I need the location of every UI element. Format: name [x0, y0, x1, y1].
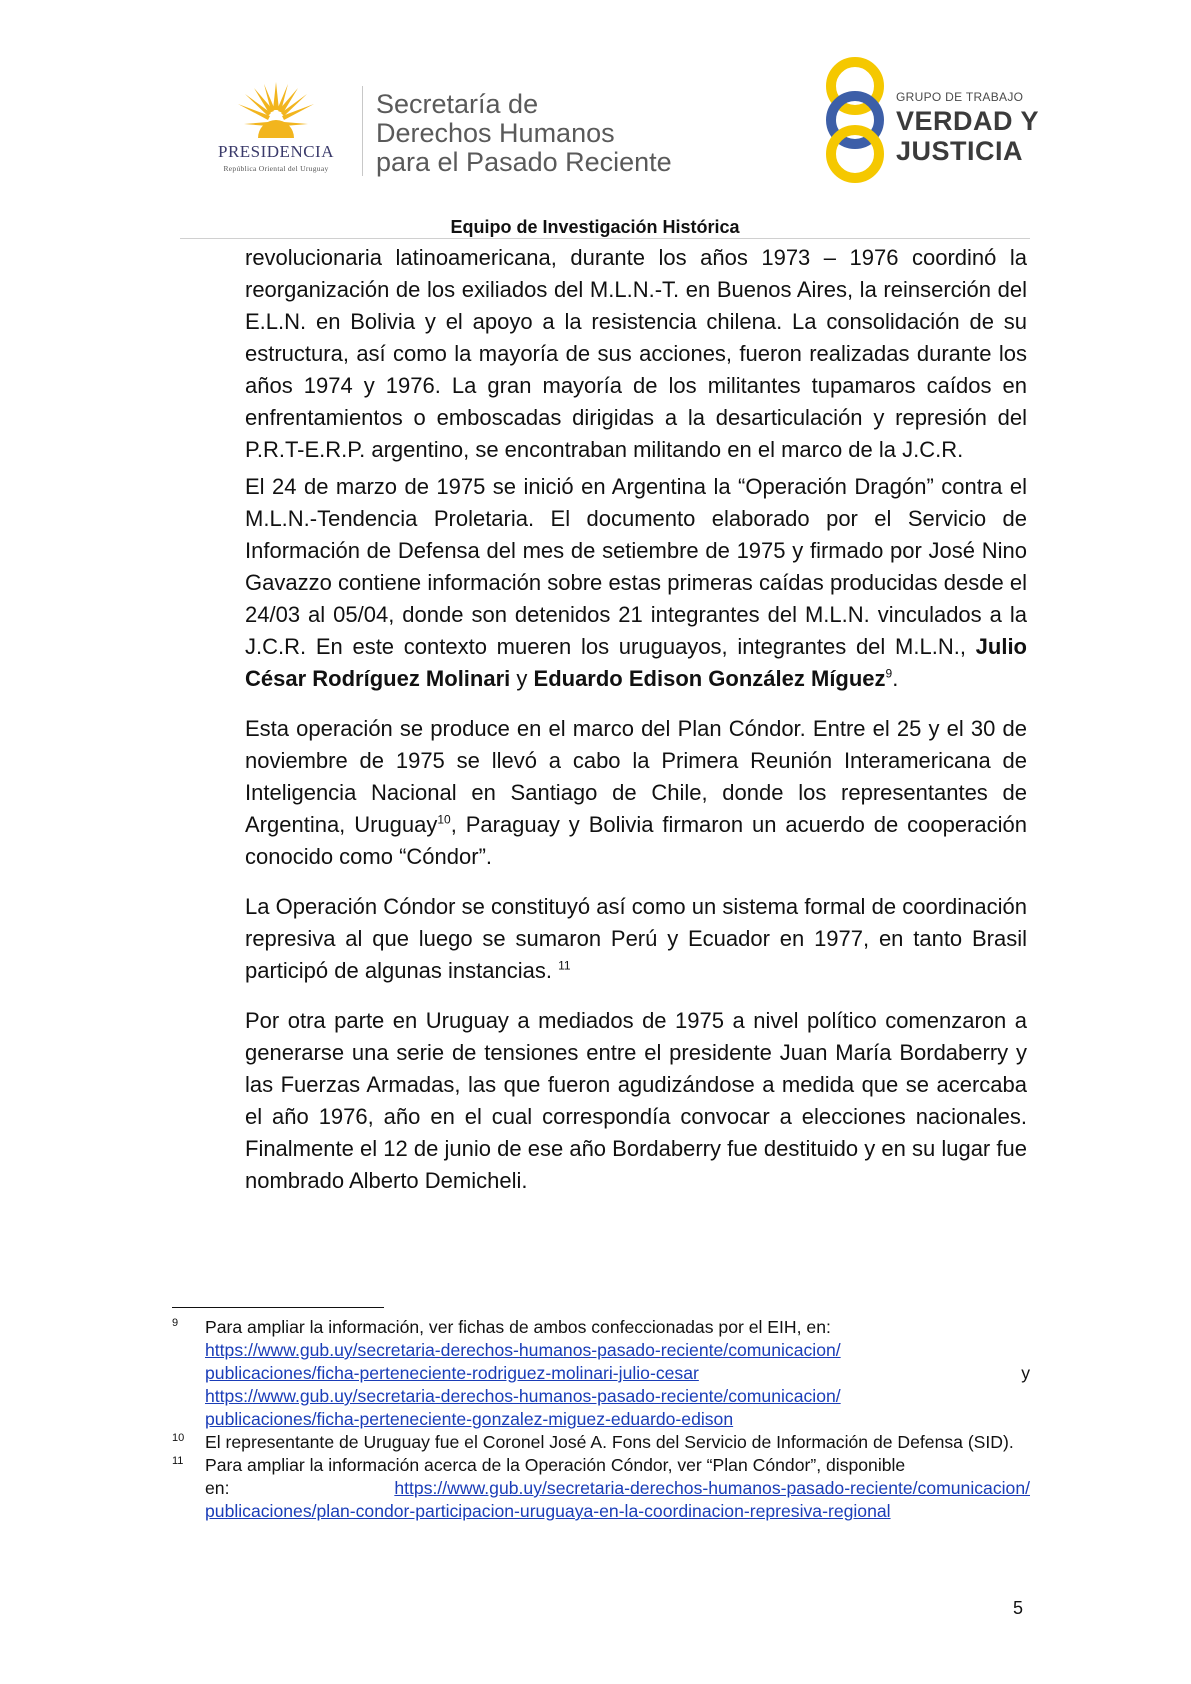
- footnote-11-en: en:: [205, 1478, 230, 1498]
- footnote-ref-11[interactable]: 11: [558, 958, 571, 973]
- linked-rings-icon: [820, 56, 890, 184]
- sun-emblem-icon: [236, 80, 316, 144]
- body-text: [245, 242, 1027, 1197]
- footnote-9-text: Para ampliar la información, ver fichas de ambos confeccionadas por el EIH, en:: [205, 1317, 831, 1337]
- page-number: 5: [1013, 1598, 1024, 1618]
- footnote-10-number: 10: [172, 1432, 185, 1444]
- paragraph-1: revolucionaria latinoamericana, durante los años 1973 – 1976 coordinó la reorganización de los exiliados del M.L.N.-T. en Buenos Aires, la reinserción del E.L.N. en Bolivia y el apoyo a la resistencia chilena. La consolidación de su estructura, así como la mayoría de sus acciones, fueron realizadas durante los años 1974 y 1976. La gran mayoría de los militantes tupamaros caídos en enfrentamientos o emboscadas dirigidas a la desarticulación y represión del P.R.T-E.R.P. argentino, se encontraban militando en el marco de la J.C.R.: [245, 245, 1027, 462]
- header-rule: [180, 238, 1030, 239]
- footnote-9-link-2a[interactable]: https://www.gub.uy/secretaria-derechos-humanos-pasado-reciente/comunicacion/: [205, 1386, 841, 1406]
- paragraph-2-end: .: [892, 666, 899, 691]
- paragraph-2-text: El 24 de marzo de 1975 se inició en Argentina la “Operación Dragón” contra el M.L.N.-Tendencia Proletaria. El documento elaborado por el Servicio de Información de Defensa del mes de setiembre de 1975 y firmado por José Nino Gavazzo contiene información sobre estas primeras caídas producidas desde el 24/03 al 05/04, donde son detenidos 21 integrantes del M.L.N. vinculados a la J.C.R. En este contexto mueren los uruguayos, integrantes del M.L.N.,: [245, 474, 1027, 659]
- presidencia-wordmark: PRESIDENCIA: [217, 142, 334, 161]
- footnote-separator: [172, 1307, 384, 1308]
- paragraph-3-text-a: Esta operación se produce en el marco del Plan Cóndor. Entre el 25 y el 30 de noviembre de 1975 se llevó a cabo la Primera Reunión Interamericana de Inteligencia Nacional en Santiago de Chile, donde los representantes de Argentina, Uruguay: [245, 716, 1027, 837]
- justicia-label: JUSTICIA: [896, 136, 1024, 166]
- paragraph-3: [245, 713, 1027, 873]
- presidencia-subtitle: República Oriental del Uruguay: [223, 164, 329, 173]
- footnote-9-link-1b[interactable]: publicaciones/ficha-perteneciente-rodriguez-molinari-julio-cesar: [205, 1363, 699, 1383]
- footnotes: [172, 1316, 1030, 1523]
- footnote-10-text: El representante de Uruguay fue el Coronel José A. Fons del Servicio de Información de Defensa (SID).: [205, 1432, 1014, 1452]
- secretaria-logo-text: [376, 90, 672, 177]
- footnote-9-number: 9: [172, 1317, 179, 1329]
- footnote-ref-10[interactable]: 10: [437, 812, 451, 827]
- footnote-10: [172, 1431, 1030, 1454]
- secretaria-line-2: Derechos Humanos: [376, 118, 615, 148]
- footnote-11-number: 11: [172, 1455, 184, 1467]
- paragraph-4: [245, 891, 1027, 987]
- header-divider: [362, 86, 363, 176]
- verdad-y-label: VERDAD Y: [896, 106, 1040, 136]
- secretaria-line-1: Secretaría de: [376, 89, 539, 119]
- presidencia-logo: [196, 78, 356, 178]
- footnote-9-link-2b[interactable]: publicaciones/ficha-perteneciente-gonzalez-miguez-eduardo-edison: [205, 1409, 734, 1429]
- paragraph-5: Por otra parte en Uruguay a mediados de 1975 a nivel político comenzaron a generarse una serie de tensiones entre el presidente Juan María Bordaberry y las Fuerzas Armadas, las que fueron agudizándose a medida que se acercaba el año 1976, año en el cual correspondía convocar a elecciones nacionales. Finalmente el 12 de junio de ese año Bordaberry fue destituido y en su lugar fue nombrado Alberto Demicheli.: [245, 1008, 1027, 1193]
- paragraph-2: [245, 471, 1027, 695]
- paragraph-4-text: La Operación Cóndor se constituyó así como un sistema formal de coordinación represiva al que luego se sumaron Perú y Ecuador en 1977, en tanto Brasil participó de algunas instancias.: [245, 894, 1027, 983]
- footnote-11-link-2[interactable]: publicaciones/plan-condor-participacion-uruguaya-en-la-coordinacion-represiva-regional: [205, 1501, 891, 1521]
- paragraph-3-text-b: , Paraguay y Bolivia firmaron un acuerdo de cooperación conocido como “Cóndor”.: [245, 812, 1027, 869]
- footnote-9: [172, 1316, 1030, 1431]
- footnote-11-link-1[interactable]: https://www.gub.uy/secretaria-derechos-humanos-pasado-reciente/comunicacion/: [394, 1478, 1030, 1498]
- paragraph-2-and: y: [510, 666, 534, 691]
- name-julio-cesar: Julio César Rodríguez Molinari: [245, 634, 1027, 691]
- team-title: Equipo de Investigación Histórica: [450, 217, 740, 237]
- footnote-11-text: Para ampliar la información acerca de la Operación Cóndor, ver “Plan Cóndor”, disponible: [205, 1455, 906, 1475]
- footnote-9-link-1a[interactable]: https://www.gub.uy/secretaria-derechos-humanos-pasado-reciente/comunicacion/: [205, 1340, 841, 1360]
- secretaria-line-3: para el Pasado Reciente: [376, 147, 672, 177]
- footnote-11: [172, 1454, 1030, 1523]
- grupo-trabajo-label: GRUPO DE TRABAJO: [896, 90, 1024, 104]
- footnote-ref-9[interactable]: 9: [885, 666, 893, 681]
- footnote-9-y: y: [1021, 1363, 1030, 1383]
- verdad-justicia-logo: [820, 56, 1040, 186]
- name-eduardo-edison: Eduardo Edison González Míguez: [533, 666, 886, 691]
